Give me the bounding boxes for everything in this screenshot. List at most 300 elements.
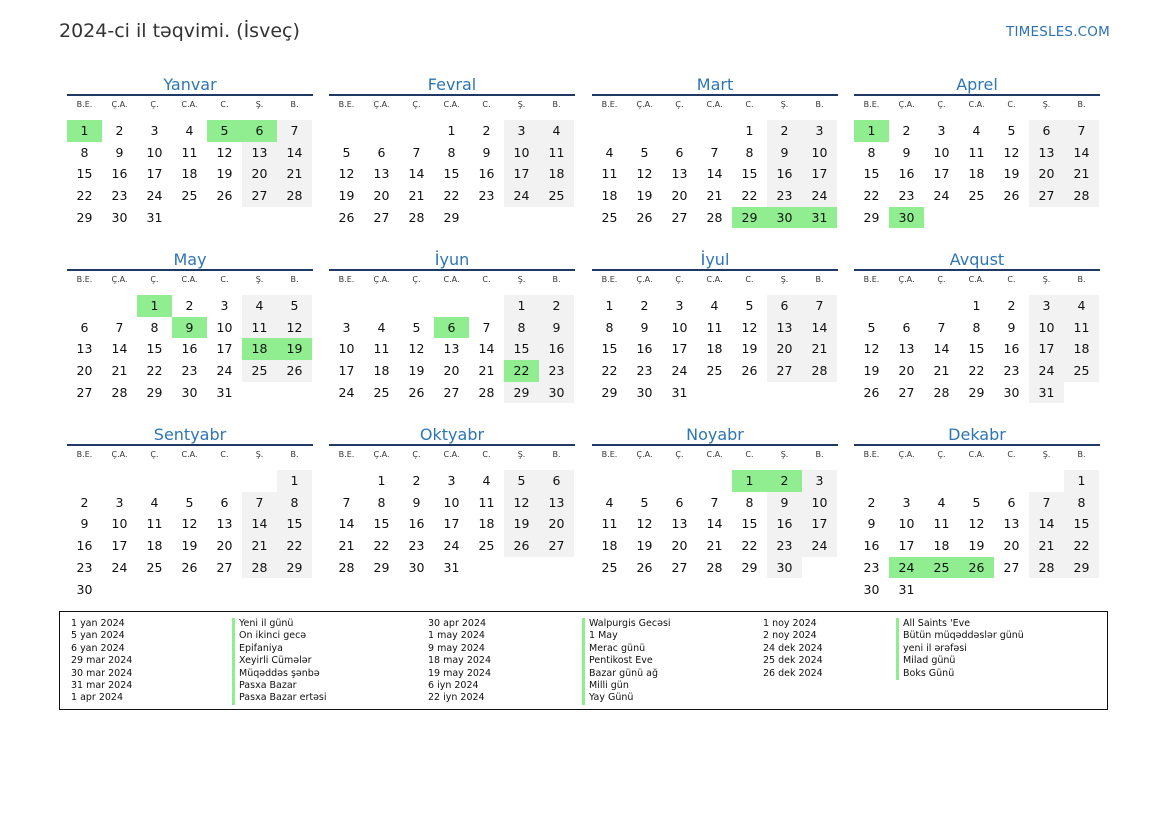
holiday-date: 5 yan 2024: [71, 630, 125, 642]
day-cell: 19: [338, 188, 355, 204]
day-cell: 24: [802, 185, 837, 207]
day-cell: 2: [640, 298, 649, 313]
day-cell: 11: [242, 317, 277, 339]
day-cell: 6: [675, 494, 684, 510]
header-divider: [592, 444, 838, 446]
holiday-name: Yay Günü: [582, 692, 671, 704]
day-cell: 10: [338, 341, 355, 357]
day-cell: 17: [504, 163, 539, 185]
holiday-date: 1 noy 2024: [763, 618, 817, 629]
holiday-name: Xeyirli Cümələr: [232, 655, 327, 667]
weekday-label: Ç.A.: [898, 275, 915, 284]
day-cell: 20: [671, 188, 688, 204]
weekday-label: C.A.: [443, 450, 460, 459]
day-cell: 12: [408, 341, 425, 357]
day-cell: 6: [675, 144, 684, 160]
day-cell: 8: [504, 317, 539, 339]
weekday-label: B.E.: [338, 275, 355, 284]
holiday-date: 1 apr 2024: [71, 692, 124, 704]
day-cell: 16: [478, 166, 495, 182]
day-cell: 20: [1029, 163, 1064, 185]
weekday-label: Ç.: [150, 275, 159, 284]
day-cell: 17: [933, 166, 950, 182]
holiday-date: 1 may 2024: [428, 630, 485, 642]
day-cell: 20: [242, 163, 277, 185]
day-cell: 6: [377, 144, 386, 160]
day-cell: 25: [373, 384, 390, 400]
day-cell: 3: [802, 470, 837, 492]
day-cell: 14: [338, 516, 355, 532]
weekday-label: C.: [220, 100, 229, 109]
legend-dates-column: [71, 618, 132, 705]
day-cell: 3: [675, 298, 684, 313]
holiday-name: Milad günü: [896, 655, 1024, 667]
day-cell: 4: [482, 473, 491, 488]
day-cell: 9: [1007, 319, 1016, 335]
day-cell: 3: [115, 494, 124, 510]
header-divider: [592, 94, 838, 96]
weekday-label: C.A.: [706, 450, 723, 459]
holiday-day-cell: 1: [67, 120, 102, 142]
holiday-date: 18 may 2024: [428, 655, 492, 667]
day-cell: 27: [216, 559, 233, 575]
day-cell: 23: [767, 535, 802, 557]
holiday-day-cell: 1: [137, 295, 172, 317]
day-cell: 5: [640, 494, 649, 510]
day-cell: 5: [277, 295, 312, 317]
day-cell: 20: [539, 513, 574, 535]
day-cell: 21: [802, 338, 837, 360]
day-cell: 2: [80, 494, 89, 510]
holiday-date: 30 mar 2024: [71, 667, 133, 679]
day-cell: 15: [1064, 513, 1099, 535]
legend-names-column: [896, 618, 1024, 680]
weekday-label: C.A.: [968, 450, 985, 459]
weekday-label: B.E.: [76, 100, 93, 109]
day-cell: 21: [706, 538, 723, 554]
weekday-label: C.: [482, 450, 491, 459]
weekday-label: Ş.: [1042, 100, 1051, 109]
holiday-name: Yeni il günü: [232, 618, 327, 630]
day-cell: 29: [146, 384, 163, 400]
day-cell: 9: [867, 516, 876, 532]
day-cell: 26: [636, 209, 653, 225]
weekday-label: C.A.: [443, 275, 460, 284]
day-cell: 25: [242, 360, 277, 382]
weekday-label: Ç.A.: [898, 450, 915, 459]
day-cell: 23: [408, 538, 425, 554]
day-cell: 15: [741, 516, 758, 532]
day-cell: 17: [443, 516, 460, 532]
day-cell: 30: [863, 581, 880, 597]
day-cell: 19: [504, 513, 539, 535]
day-cell: 27: [671, 209, 688, 225]
day-cell: 31: [146, 209, 163, 225]
day-cell: 11: [601, 516, 618, 532]
day-cell: 24: [146, 188, 163, 204]
day-cell: 11: [181, 144, 198, 160]
day-cell: 7: [802, 295, 837, 317]
day-cell: 8: [80, 144, 89, 160]
day-cell: 15: [373, 516, 390, 532]
weekday-header: [329, 273, 575, 287]
day-cell: 9: [412, 494, 421, 510]
day-cell: 13: [767, 317, 802, 339]
day-cell: 9: [115, 144, 124, 160]
day-cell: 7: [412, 144, 421, 160]
day-cell: 14: [111, 341, 128, 357]
holiday-date: 2 noy 2024: [763, 630, 817, 642]
day-cell: 13: [242, 142, 277, 164]
day-cell: 5: [745, 298, 754, 313]
day-cell: 13: [1029, 142, 1064, 164]
day-cell: 13: [76, 341, 93, 357]
day-cell: 15: [968, 341, 985, 357]
day-cell: 23: [181, 363, 198, 379]
day-cell: 19: [1003, 166, 1020, 182]
weekday-label: B.E.: [338, 450, 355, 459]
day-cell: 12: [741, 319, 758, 335]
month-i̇yul: [592, 249, 838, 400]
weekday-label: C.A.: [706, 100, 723, 109]
weekday-label: B.E.: [863, 100, 880, 109]
day-cell: 8: [867, 144, 876, 160]
day-cell: 18: [373, 363, 390, 379]
weekday-label: Ç.: [937, 100, 946, 109]
day-cell: 16: [767, 513, 802, 535]
day-cell: 25: [601, 559, 618, 575]
day-cell: 26: [338, 209, 355, 225]
day-cell: 20: [216, 538, 233, 554]
holiday-date: 19 may 2024: [428, 667, 492, 679]
day-cell: 16: [636, 341, 653, 357]
weekday-label: Ç.A.: [111, 450, 128, 459]
day-cell: 7: [710, 144, 719, 160]
holiday-day-cell: 30: [767, 207, 802, 229]
holiday-day-cell: 5: [207, 120, 242, 142]
weekday-label: B.E.: [338, 100, 355, 109]
day-cell: 1: [972, 298, 981, 313]
month-fevral: [329, 74, 575, 225]
holiday-day-cell: 26: [959, 557, 994, 579]
day-cell: 22: [863, 188, 880, 204]
day-cell: 25: [146, 559, 163, 575]
weekday-label: Ç.: [150, 450, 159, 459]
day-cell: 7: [342, 494, 351, 510]
day-cell: 17: [802, 163, 837, 185]
month-name: May: [173, 250, 207, 269]
day-cell: 16: [1003, 341, 1020, 357]
month-name: Mart: [696, 75, 734, 94]
month-yanvar: [67, 74, 313, 225]
day-cell: 20: [898, 363, 915, 379]
day-cell: 15: [277, 513, 312, 535]
holiday-date: 6 yan 2024: [71, 642, 125, 654]
day-cell: 25: [706, 363, 723, 379]
day-cell: 23: [478, 188, 495, 204]
day-cell: 26: [181, 559, 198, 575]
header-divider: [592, 269, 838, 271]
day-cell: 14: [277, 142, 312, 164]
day-cell: 24: [338, 384, 355, 400]
day-cell: 4: [1064, 295, 1099, 317]
header-divider: [67, 94, 313, 96]
day-cell: 3: [802, 120, 837, 142]
day-cell: 9: [80, 516, 89, 532]
day-cell: 28: [706, 209, 723, 225]
weekday-label: Ç.: [412, 100, 421, 109]
day-cell: 7: [482, 319, 491, 335]
weekday-header: [854, 98, 1100, 112]
day-cell: 2: [185, 298, 194, 313]
day-cell: 26: [216, 188, 233, 204]
weekday-header: [329, 448, 575, 462]
month-name: Yanvar: [163, 75, 217, 94]
day-cell: 22: [146, 363, 163, 379]
day-cell: 4: [539, 120, 574, 142]
weekday-label: Ç.A.: [373, 450, 390, 459]
day-cell: 21: [408, 188, 425, 204]
day-cell: 10: [671, 319, 688, 335]
holiday-date: 9 may 2024: [428, 642, 485, 654]
day-cell: 5: [640, 144, 649, 160]
weekday-label: C.: [745, 275, 754, 284]
day-cell: 11: [933, 516, 950, 532]
weekday-label: C.: [1007, 275, 1016, 284]
month-name: Noyabr: [686, 425, 744, 444]
day-cell: 24: [1029, 360, 1064, 382]
day-cell: 24: [671, 363, 688, 379]
day-cell: 29: [863, 209, 880, 225]
day-cell: 13: [443, 341, 460, 357]
day-cell: 11: [968, 144, 985, 160]
holiday-day-cell: 9: [172, 317, 207, 339]
day-cell: 17: [216, 341, 233, 357]
day-cell: 21: [933, 363, 950, 379]
day-cell: 18: [539, 163, 574, 185]
day-cell: 8: [745, 494, 754, 510]
weekday-label: B.: [1077, 100, 1086, 109]
day-cell: 10: [802, 142, 837, 164]
holiday-date: 6 iyn 2024: [428, 680, 479, 692]
day-cell: 1: [277, 470, 312, 492]
day-cell: 22: [76, 188, 93, 204]
day-cell: 18: [968, 166, 985, 182]
day-cell: 24: [216, 363, 233, 379]
holiday-name: Milli gün: [582, 680, 671, 692]
weekday-header: [592, 273, 838, 287]
day-cell: 3: [937, 123, 946, 138]
day-cell: 20: [1003, 538, 1020, 554]
day-cell: 31: [443, 559, 460, 575]
header-divider: [854, 444, 1100, 446]
weekday-label: C.A.: [443, 100, 460, 109]
day-cell: 25: [539, 185, 574, 207]
day-cell: 25: [601, 209, 618, 225]
day-cell: 31: [216, 384, 233, 400]
holiday-day-cell: 22: [504, 360, 539, 382]
month-name: İyun: [434, 250, 470, 269]
month-mart: [592, 74, 838, 225]
month-oktyabr: [329, 424, 575, 575]
header-divider: [329, 94, 575, 96]
day-cell: 10: [504, 142, 539, 164]
header-divider: [67, 269, 313, 271]
day-cell: 26: [1003, 188, 1020, 204]
weekday-label: Ç.: [675, 450, 684, 459]
day-cell: 30: [539, 382, 574, 404]
day-cell: 28: [802, 360, 837, 382]
weekday-label: B.: [290, 450, 299, 459]
weekday-label: C.A.: [181, 450, 198, 459]
day-cell: 28: [933, 384, 950, 400]
month-name: Aprel: [956, 75, 998, 94]
day-cell: 8: [377, 494, 386, 510]
holiday-day-cell: 29: [732, 207, 767, 229]
day-cell: 22: [373, 538, 390, 554]
weekday-label: Ç.: [937, 275, 946, 284]
day-cell: 5: [972, 494, 981, 510]
day-cell: 4: [185, 123, 194, 138]
header-divider: [854, 269, 1100, 271]
page-title: 2024-ci il təqvimi. (İsveç): [59, 20, 300, 42]
day-cell: 2: [482, 123, 491, 138]
day-cell: 21: [242, 535, 277, 557]
holiday-day-cell: 1: [854, 120, 889, 142]
day-cell: 7: [937, 319, 946, 335]
header-divider: [329, 444, 575, 446]
day-cell: 9: [902, 144, 911, 160]
weekday-label: B.E.: [601, 275, 618, 284]
day-cell: 10: [898, 516, 915, 532]
weekday-label: B.: [815, 450, 824, 459]
weekday-label: C.: [745, 450, 754, 459]
day-cell: 19: [968, 538, 985, 554]
day-cell: 28: [1064, 185, 1099, 207]
day-cell: 20: [76, 363, 93, 379]
weekday-label: Ç.A.: [636, 450, 653, 459]
day-cell: 13: [898, 341, 915, 357]
day-cell: 12: [636, 166, 653, 182]
day-cell: 31: [898, 581, 915, 597]
brand-link[interactable]: TIMESLES.COM: [1006, 24, 1110, 40]
day-cell: 21: [111, 363, 128, 379]
day-cell: 11: [1064, 317, 1099, 339]
day-cell: 12: [968, 516, 985, 532]
weekday-label: Ş.: [780, 275, 789, 284]
day-cell: 28: [478, 384, 495, 400]
day-cell: 25: [1064, 360, 1099, 382]
legend-names-column: [582, 618, 671, 705]
weekday-label: Ş.: [780, 100, 789, 109]
holiday-day-cell: 25: [924, 557, 959, 579]
day-cell: 29: [601, 384, 618, 400]
holiday-date: 1 yan 2024: [71, 618, 125, 629]
day-cell: 22: [1064, 535, 1099, 557]
weekday-header: [592, 448, 838, 462]
day-cell: 23: [898, 188, 915, 204]
day-cell: 8: [1064, 492, 1099, 514]
day-cell: 14: [478, 341, 495, 357]
day-cell: 17: [1029, 338, 1064, 360]
day-cell: 5: [185, 494, 194, 510]
holiday-day-cell: 30: [889, 207, 924, 229]
day-cell: 21: [277, 163, 312, 185]
legend-names-column: [232, 618, 327, 705]
day-cell: 29: [443, 209, 460, 225]
day-cell: 22: [741, 538, 758, 554]
day-cell: 7: [277, 120, 312, 142]
day-cell: 30: [76, 581, 93, 597]
day-cell: 19: [863, 363, 880, 379]
day-cell: 27: [671, 559, 688, 575]
weekday-label: Ç.A.: [111, 100, 128, 109]
day-cell: 29: [741, 559, 758, 575]
weekday-label: B.: [552, 100, 561, 109]
holiday-day-cell: 31: [802, 207, 837, 229]
month-name: Oktyabr: [419, 425, 485, 444]
day-cell: 4: [242, 295, 277, 317]
day-cell: 30: [181, 384, 198, 400]
day-cell: 14: [408, 166, 425, 182]
day-cell: 21: [1029, 535, 1064, 557]
weekday-label: B.E.: [76, 275, 93, 284]
day-cell: 1: [447, 123, 456, 138]
weekday-label: Ç.: [675, 100, 684, 109]
day-cell: 3: [1029, 295, 1064, 317]
day-cell: 10: [933, 144, 950, 160]
day-cell: 18: [706, 341, 723, 357]
weekday-label: C.A.: [968, 100, 985, 109]
day-cell: 14: [706, 516, 723, 532]
day-cell: 18: [146, 538, 163, 554]
day-cell: 23: [539, 360, 574, 382]
day-cell: 28: [338, 559, 355, 575]
day-cell: 27: [242, 185, 277, 207]
weekday-label: Ç.A.: [898, 100, 915, 109]
day-cell: 14: [706, 166, 723, 182]
weekday-label: B.E.: [601, 450, 618, 459]
day-cell: 6: [1007, 494, 1016, 510]
weekday-label: C.: [482, 100, 491, 109]
day-cell: 24: [443, 538, 460, 554]
day-cell: 5: [504, 470, 539, 492]
day-cell: 28: [706, 559, 723, 575]
day-cell: 12: [216, 144, 233, 160]
day-cell: 26: [408, 384, 425, 400]
holiday-name: Epifaniya: [232, 643, 327, 655]
holiday-legend: [59, 611, 1108, 710]
weekday-label: Ş.: [255, 450, 264, 459]
day-cell: 22: [601, 363, 618, 379]
day-cell: 16: [767, 163, 802, 185]
day-cell: 6: [80, 319, 89, 335]
month-noyabr: [592, 424, 838, 575]
day-cell: 3: [504, 120, 539, 142]
day-cell: 10: [443, 494, 460, 510]
day-cell: 3: [342, 319, 351, 335]
day-cell: 3: [447, 473, 456, 488]
month-name: Sentyabr: [153, 425, 227, 444]
day-cell: 15: [76, 166, 93, 182]
day-cell: 4: [605, 144, 614, 160]
weekday-label: B.E.: [863, 275, 880, 284]
weekday-label: B.: [552, 450, 561, 459]
day-cell: 16: [539, 338, 574, 360]
day-cell: 21: [1064, 163, 1099, 185]
day-cell: 2: [902, 123, 911, 138]
holiday-day-cell: 6: [242, 120, 277, 142]
